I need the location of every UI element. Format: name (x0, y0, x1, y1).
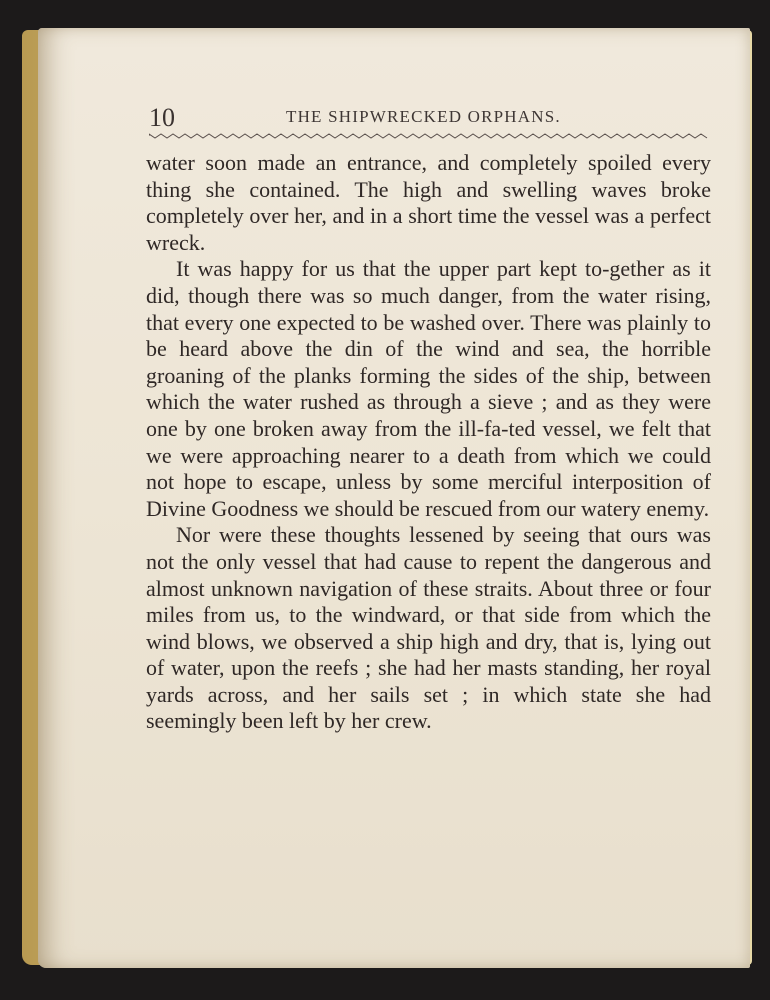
wavy-rule-divider (149, 130, 709, 142)
running-title: THE SHIPWRECKED ORPHANS. (286, 107, 561, 126)
page-number: 10 (149, 103, 175, 132)
running-head (149, 103, 709, 133)
paragraph-2: It was happy for us that the upper part kept to-gether as it did, though there was so much danger, from the water rising, that every one expected to be washed over. There was plainly to be heard above the din of the wind and sea, the horrible groaning of the planks forming the sides of the ship, between which the water rushed as through a sieve ; and as they were one by one broken away from the ill-fa-ted vessel, we felt that we were approaching nearer to a death from which we could not hope to escape, unless by some merciful interposition of Divine Goodness we should be rescued from our watery enemy. (146, 256, 711, 521)
paragraph-1: water soon made an entrance, and completely spoiled every thing she contained. The high and swelling waves broke completely over her, and in a short time the vessel was a perfect wreck. (146, 150, 711, 255)
paragraph-3: Nor were these thoughts lessened by seeing that ours was not the only vessel that had cause to repent the dangerous and almost unknown navigation of these straits. About three or four miles from us, to the windward, or that side from which the wind blows, we observed a ship high and dry, that is, lying out of water, upon the reefs ; she had her masts standing, her royal yards across, and her sails set ; in which state she had seemingly been left by her crew. (146, 522, 711, 734)
body-text (146, 150, 711, 735)
